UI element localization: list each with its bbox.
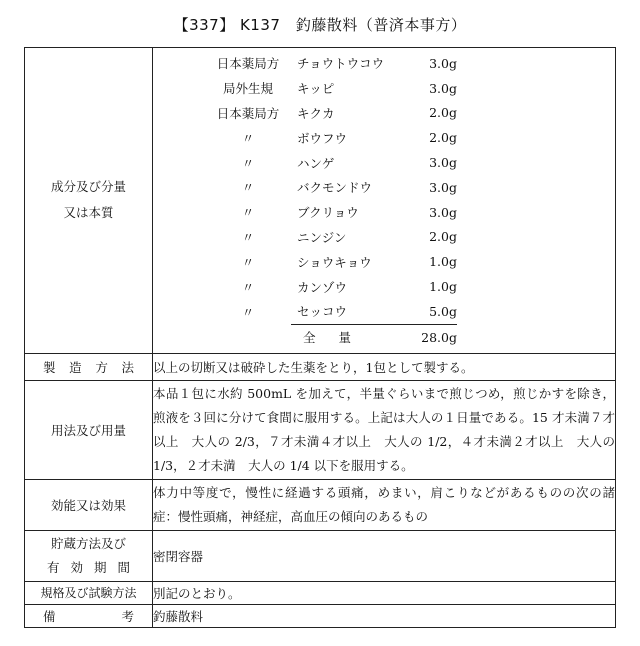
ingredient-name: チョウトウコウ <box>297 56 385 72</box>
ingredients-label-line-1: 成分及び分量 <box>50 179 126 195</box>
ingredient-row <box>205 125 457 150</box>
ingredient-name: ニンジン <box>297 229 347 245</box>
ingredients-content-cell <box>153 48 616 354</box>
total-label <box>297 328 351 346</box>
ingredient-source: 日本薬局方 <box>216 56 280 72</box>
ingredient-amount: 5.0g <box>417 299 457 324</box>
total-label-b: 量 <box>338 330 351 346</box>
specs-text: 別記のとおり。 <box>153 581 616 604</box>
manufacturing-label-text <box>25 358 152 376</box>
ingredient-source: 局外生規 <box>222 81 273 97</box>
usage-label: 用法及び用量 <box>25 380 153 479</box>
ingredient-name: セッコウ <box>291 299 417 324</box>
ingredient-row <box>205 150 457 175</box>
ingredient-amount: 2.0g <box>429 105 457 121</box>
ingredient-amount: 3.0g <box>429 179 457 195</box>
ingredient-name: ブクリョウ <box>297 205 359 221</box>
ingredient-amount: 1.0g <box>429 254 457 270</box>
ingredient-source: 日本薬局方 <box>216 105 280 121</box>
ingredient-amount: 3.0g <box>429 204 457 220</box>
remarks-row <box>25 604 616 627</box>
ingredient-amount: 2.0g <box>429 130 457 146</box>
remarks-label <box>25 604 153 627</box>
ingredient-source: 〃 <box>241 304 255 320</box>
remarks-label-text <box>25 607 152 625</box>
label-char: 方 <box>95 359 108 375</box>
usage-row <box>25 380 616 479</box>
label-char: 間 <box>117 559 130 575</box>
ingredient-row <box>205 101 457 126</box>
manufacturing-row <box>25 353 616 380</box>
efficacy-row <box>25 479 616 530</box>
ingredient-row <box>205 249 457 274</box>
label-char: 製 <box>43 359 56 375</box>
specs-label: 規格及び試験方法 <box>25 581 153 604</box>
ingredient-name: カンゾウ <box>297 279 348 295</box>
ingredient-row <box>205 200 457 225</box>
ingredient-name: バクモンドウ <box>297 180 373 196</box>
ingredients-list <box>205 51 457 350</box>
ingredient-name: キクカ <box>297 105 335 121</box>
ingredient-row <box>205 274 457 299</box>
label-char: 有 <box>47 559 60 575</box>
storage-label <box>25 530 153 581</box>
efficacy-text-cell <box>153 479 616 530</box>
ingredients-label-cell <box>25 48 153 354</box>
usage-text: 本品１包に水約 500mL を加えて，半量ぐらいまで煎じつめ，煎じかすを除き，煎液を３回に分けて食間に服用する。上記は大人の１日量である。15 才未満７才以上 大人の 2/3，７才未満４才以上 大人の 1/2，４才未満２才以上 大人の 1/3，２才未満 大人の 1/4 以下を服用する。 <box>153 385 615 473</box>
total-amount: 28.0g <box>421 329 457 345</box>
total-label-a: 全 <box>303 330 316 346</box>
remarks-text: 釣藤散料 <box>153 604 616 627</box>
ingredient-amount: 3.0g <box>429 55 457 71</box>
efficacy-label: 効能又は効果 <box>25 479 153 530</box>
ingredient-amount: 3.0g <box>429 80 457 96</box>
ingredient-source: 〃 <box>241 279 255 295</box>
ingredient-source: 〃 <box>241 229 255 245</box>
label-char: 法 <box>121 359 134 375</box>
ingredient-source: 〃 <box>241 155 255 171</box>
label-char: 期 <box>93 559 107 575</box>
ingredient-amount: 3.0g <box>429 155 457 171</box>
ingredient-source: 〃 <box>241 205 255 221</box>
storage-label-line-2 <box>25 556 152 580</box>
ingredient-source: 〃 <box>241 254 255 270</box>
storage-label-line-1: 貯蔵方法及び <box>50 535 126 551</box>
total-row <box>205 324 457 349</box>
label-char: 造 <box>69 359 82 375</box>
ingredient-amount: 1.0g <box>429 279 457 295</box>
ingredient-row <box>205 299 457 324</box>
page-title: 【337】 K137 釣藤散料（普済本事方） <box>173 16 467 34</box>
manufacturing-text: 以上の切断又は破砕した生薬をとり，1包として製する。 <box>153 353 616 380</box>
ingredient-row <box>205 51 457 76</box>
ingredient-name: ボウフウ <box>297 130 348 146</box>
remarks-label-b: 考 <box>121 608 134 624</box>
storage-text: 密閉容器 <box>153 530 616 581</box>
ingredient-row <box>205 175 457 200</box>
ingredient-name: ハンゲ <box>297 155 335 171</box>
ingredient-source: 〃 <box>241 130 255 146</box>
ingredient-amount: 2.0g <box>429 229 457 245</box>
ingredient-source: 〃 <box>241 180 255 196</box>
remarks-label-a: 備 <box>43 608 56 624</box>
storage-row <box>25 530 616 581</box>
ingredient-row <box>205 225 457 250</box>
usage-text-cell <box>153 380 616 479</box>
ingredient-name: ショウキョウ <box>297 254 372 270</box>
label-char: 効 <box>70 559 83 575</box>
ingredient-name: キッピ <box>297 81 335 97</box>
ingredients-label-line-2: 又は本質 <box>63 205 114 221</box>
ingredients-row <box>25 48 616 354</box>
specs-row <box>25 581 616 604</box>
manufacturing-label <box>25 353 153 380</box>
monograph-table <box>24 47 616 628</box>
efficacy-text: 体力中等度で，慢性に経過する頭痛，めまい，肩こりなどがあるものの次の諸症：慢性頭痛，神経症，高血圧の傾向のあるもの <box>153 484 615 524</box>
ingredient-row <box>205 76 457 101</box>
